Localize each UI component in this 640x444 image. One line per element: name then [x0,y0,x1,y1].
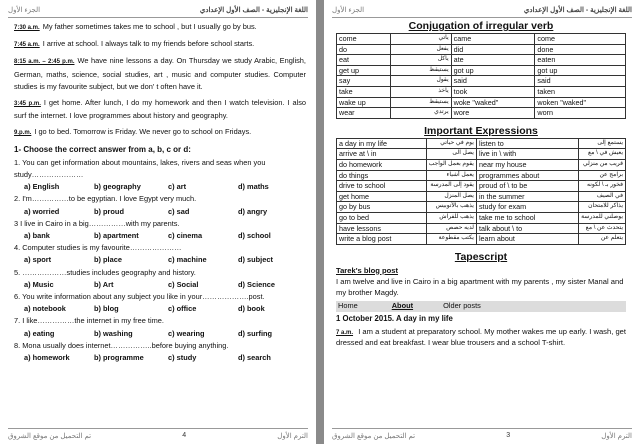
expression-cell: proud of \ to be [476,181,578,192]
answer-options [14,254,306,266]
post-body [336,327,626,349]
left-page [0,0,316,444]
expression-meaning-cell: يوم في حياتي [426,138,476,149]
verb-row [337,97,626,108]
question-text: 3 I live in Cairo in a big……………with my parents. [14,218,180,228]
schedule-time: 8:15 a.m. – 2:45 p.m. [14,59,75,66]
verb-form-cell: do [337,44,391,55]
expression-meaning-cell: برامج عن [579,170,626,181]
verb-meaning-cell: يأتي [390,34,451,45]
questions-list [14,157,306,364]
answer-option[interactable] [238,328,298,340]
header-divider [8,17,308,18]
verb-form-cell: come [337,34,391,45]
answer-option[interactable] [238,230,298,242]
schedule-time: 3:45 p.m. [14,101,41,108]
answer-option-label: d) school [238,231,271,241]
blog-section [336,266,626,349]
expression-row [337,202,626,213]
answer-option[interactable] [94,254,168,266]
answer-option-label: c) cinema [168,231,203,241]
verbs-title: Conjugation of irregular verb [408,20,554,32]
answer-option[interactable] [168,352,238,364]
answer-option[interactable] [94,352,168,364]
verb-meaning-cell: يأكل [390,55,451,66]
page-number: 3 [506,432,511,439]
question-text: 1. You can get information about mountains, lakes, rivers and seas when you study………………… [14,157,266,180]
page-header [8,4,308,16]
verb-form-cell: woke "waked" [451,97,535,108]
expressions-title: Important Expressions [424,124,538,137]
verb-form-cell: took [451,86,535,97]
verb-row [337,34,626,45]
expression-row [337,234,626,245]
answer-option[interactable] [94,206,168,218]
schedule-paragraph [14,126,306,139]
answer-option-label: b) place [94,255,122,265]
verb-form-cell: wore [451,108,535,119]
expression-cell: do things [337,170,427,181]
expression-meaning-cell: يعمل أشياء [426,170,476,181]
expression-cell: have lessons [337,223,427,234]
expression-meaning-cell: يتحدث عن \ مع [579,223,626,234]
answer-option[interactable] [24,181,94,193]
answer-option[interactable] [168,206,238,218]
verb-meaning-cell: يستيقظ [390,97,451,108]
nav-home-link[interactable]: Home [338,301,358,311]
answer-option-label: a) notebook [24,304,66,314]
answer-option[interactable] [24,254,94,266]
expression-meaning-cell: يتعلم عن [579,234,626,245]
blog-nav [336,301,626,312]
header-left-text: الجزء الأول [332,7,365,14]
answer-option-label: d) surfing [238,328,273,338]
answer-option[interactable] [24,303,94,315]
verb-form-cell: taken [535,86,626,97]
expression-row [337,149,626,160]
verb-form-cell: did [451,44,535,55]
expression-cell: programmes about [476,170,578,181]
schedule-paragraph [14,97,306,122]
post-title: 1 October 2015. A day in my life [336,314,453,324]
schedule-text: I arrive at school. I always talk to my friends before school starts. [42,39,255,49]
verb-meaning-cell: يقول [390,76,451,87]
answer-options [14,230,306,242]
expression-row [337,223,626,234]
schedule-time: 7:45 a.m. [14,42,40,49]
expression-cell: a day in my life [337,138,427,149]
answer-option[interactable] [24,279,94,291]
answer-option[interactable] [238,254,298,266]
right-content [336,20,626,349]
expression-row [337,159,626,170]
verb-row [337,55,626,66]
answer-options [14,206,306,218]
verb-form-cell: said [451,76,535,87]
verb-form-cell: come [535,34,626,45]
answer-options [14,279,306,291]
expression-cell: get home [337,191,427,202]
answer-option-label: b) Art [94,279,114,289]
answer-option-label: b) apartment [94,231,139,241]
schedule-time: 9.p.m. [14,130,32,137]
expression-meaning-cell: يكتب مقطوعة [426,234,476,245]
expression-cell: go by bus [337,202,427,213]
answer-option-label: b) washing [94,328,133,338]
answer-options [14,328,306,340]
expression-row [337,191,626,202]
answer-option[interactable] [238,303,298,315]
expression-meaning-cell: يذهب بالأتوبيس [426,202,476,213]
schedule-paragraph [14,55,306,93]
answer-options [14,303,306,315]
expression-meaning-cell: يذهب للفراش [426,212,476,223]
answer-option-label: a) worried [24,206,60,216]
header-left-text: الجزء الأول [8,7,41,14]
schedule-time: 7:30 a.m. [14,25,40,31]
header-divider [332,17,632,18]
answer-option-label: d) maths [238,182,269,192]
expression-meaning-cell: لديه حصص [426,223,476,234]
expression-meaning-cell: يصل الى [426,149,476,160]
verb-row [337,76,626,87]
verb-meaning-cell: يأخذ [390,86,451,97]
verb-form-cell: eat [337,55,391,66]
answer-option[interactable] [168,230,238,242]
answer-option-label: a) English [24,182,60,192]
page-footer [332,430,632,441]
verb-form-cell: done [535,44,626,55]
verb-row [337,44,626,55]
answer-option-label: d) search [238,353,271,363]
answer-option-label: c) wearing [168,328,205,338]
answer-option[interactable] [24,230,94,242]
post-text: I am a student at preparatory school. My mother wakes me up early. I wash, get dressed and eat breakfast. I wear blue trousers and a school T-shirt. [336,326,626,348]
answer-option[interactable] [168,303,238,315]
expression-row [337,138,626,149]
question-text: 8. Mona usually does internet……………..before buying anything. [14,340,229,350]
verb-form-cell: ate [451,55,535,66]
footer-left-text: تم التحميل من موقع الشروق [332,432,416,440]
expression-cell: in the summer [476,191,578,202]
expression-meaning-cell: يقوم بعمل الواجب [426,159,476,170]
verbs-table [336,33,626,119]
answer-option[interactable] [94,181,168,193]
verb-form-cell: wake up [337,97,391,108]
expression-row [337,170,626,181]
expression-cell: near my house [476,159,578,170]
expression-meaning-cell: يستمع إلى [579,138,626,149]
answer-option[interactable] [238,279,298,291]
answer-option[interactable] [238,206,298,218]
answer-option[interactable] [94,328,168,340]
schedule-text: My father sometimes takes me to school , but I usually go by bus. [42,22,257,31]
answer-option-label: a) bank [24,231,50,241]
expression-cell: write a blog post [337,234,427,245]
page-header [332,4,632,16]
answer-option-label: d) subject [238,255,273,265]
answer-option[interactable] [168,328,238,340]
answer-option[interactable] [238,181,298,193]
verb-form-cell: eaten [535,55,626,66]
tapescript-title: Tapescript [454,250,508,263]
verb-row [337,65,626,76]
question-text: 5. ………………studies includes geography and history. [14,267,196,277]
answer-option-label: c) machine [168,255,207,265]
verb-form-cell: said [535,76,626,87]
expressions-table [336,138,626,245]
answer-option-label: d) Science [238,279,275,289]
answer-option[interactable] [168,254,238,266]
expression-cell: take me to school [476,212,578,223]
answer-option[interactable] [238,352,298,364]
answer-option-label: b) geography [94,182,141,192]
schedule-paragraph [14,38,306,51]
answer-option[interactable] [168,181,238,193]
expression-meaning-cell: يعيش في \ مع [579,149,626,160]
answer-option[interactable] [94,230,168,242]
expression-cell: listen to [476,138,578,149]
schedule-text: We have nine lessons a day. On Thursday we study Arabic, English, German, maths, science, social studies, art , music and computer studies. Computer studies is my favourite subject, but we don' t often have it. [14,56,306,91]
question-text: 2. I'm……………to be egyptian. I love Egypt very much. [14,194,197,204]
expression-meaning-cell: فخور بـ \ لكونه [579,181,626,192]
answer-option[interactable] [24,352,94,364]
verb-meaning-cell: يستيقظ [390,65,451,76]
verb-form-cell: wear [337,108,391,119]
footer-divider [332,428,632,429]
expression-row [337,181,626,192]
answer-option-label: b) blog [94,304,119,314]
footer-right-text: الترم الأول [277,432,308,440]
verb-form-cell: take [337,86,391,97]
verb-form-cell: worn [535,108,626,119]
footer-right-text: الترم الأول [601,432,632,440]
answer-option-label: b) proud [94,206,124,216]
answer-option-label: d) angry [238,206,268,216]
answer-options [14,181,306,193]
answer-options [14,352,306,364]
schedule-paragraph [14,21,306,34]
exercise-title: 1- Choose the correct answer from a, b, c or d: [14,144,191,154]
page-number: 4 [182,432,187,439]
post-time: 7 a.m. [336,329,354,336]
answer-option-label: c) office [168,304,197,314]
answer-option[interactable] [24,206,94,218]
expression-cell: study for exam [476,202,578,213]
expression-cell: go to bed [337,212,427,223]
question-text: 4. Computer studies is my favourite………………… [14,243,182,253]
right-page [324,0,640,444]
answer-option-label: c) art [168,182,187,192]
verb-form-cell: say [337,76,391,87]
answer-option-label: c) study [168,353,197,363]
answer-option[interactable] [94,303,168,315]
footer-divider [8,428,308,429]
answer-option[interactable] [24,328,94,340]
verb-form-cell: get up [337,65,391,76]
verb-form-cell: got up [535,65,626,76]
verb-form-cell: woken "waked" [535,97,626,108]
expression-row [337,212,626,223]
schedule-section [14,21,306,140]
answer-option-label: c) Social [168,279,199,289]
answer-option-label: a) homework [24,353,70,363]
expression-cell: learn about [476,234,578,245]
answer-option-label: d) book [238,304,265,314]
question-text: 7. I like……………the internet in my free time. [14,316,164,326]
expression-meaning-cell: يوصلني للمدرسة [579,212,626,223]
verb-form-cell: got up [451,65,535,76]
expression-meaning-cell: في الصيف [579,191,626,202]
footer-left-text: تم التحميل من موقع الشروق [8,432,92,440]
header-right-text: اللغة الإنجليزية - الصف الأول الإعدادي [523,7,632,14]
header-right-text: اللغة الإنجليزية - الصف الأول الإعدادي [199,7,308,14]
verb-row [337,86,626,97]
left-content [14,21,306,364]
verb-row [337,108,626,119]
expression-cell: arrive at \ in [337,149,427,160]
blog-title: Tarek's blog post [336,265,399,275]
blog-intro: I am twelve and live in Cairo in a big apartment with my parents , my sister Manal and my brother Magdy. [336,277,624,297]
answer-option[interactable] [94,279,168,291]
page-footer [8,430,308,441]
schedule-text: I go to bed. Tomorrow is Friday. We never go to school on Fridays. [34,127,252,137]
expression-cell: live in \ with [476,149,578,160]
expression-cell: drive to school [337,181,427,192]
expression-meaning-cell: قريب من منزلي [579,159,626,170]
nav-older-posts-link[interactable]: Older posts [443,301,481,311]
expression-cell: talk about \ to [476,223,578,234]
nav-about-link[interactable]: About [391,301,414,311]
verb-meaning-cell: يرتدي [390,108,451,119]
expression-meaning-cell: يذاكر للامتحان [579,202,626,213]
question-text: 6. You write information about any subject you like in your……………….post. [14,292,265,302]
expression-meaning-cell: يصل المنزل [426,191,476,202]
answer-option[interactable] [168,279,238,291]
schedule-text: I get home. After lunch, I do my homework and then I watch television. I also surf the internet. I love programmes about history and geography. [14,98,307,121]
answer-option-label: a) eating [24,328,55,338]
expression-cell: do homework [337,159,427,170]
answer-option-label: c) sad [168,206,190,216]
answer-option-label: b) programme [94,353,144,363]
answer-option-label: a) Music [24,279,54,289]
answer-option-label: a) sport [24,255,52,265]
expression-meaning-cell: يقود إلى المدرسة [426,181,476,192]
verb-form-cell: came [451,34,535,45]
verb-meaning-cell: يفعل [390,44,451,55]
